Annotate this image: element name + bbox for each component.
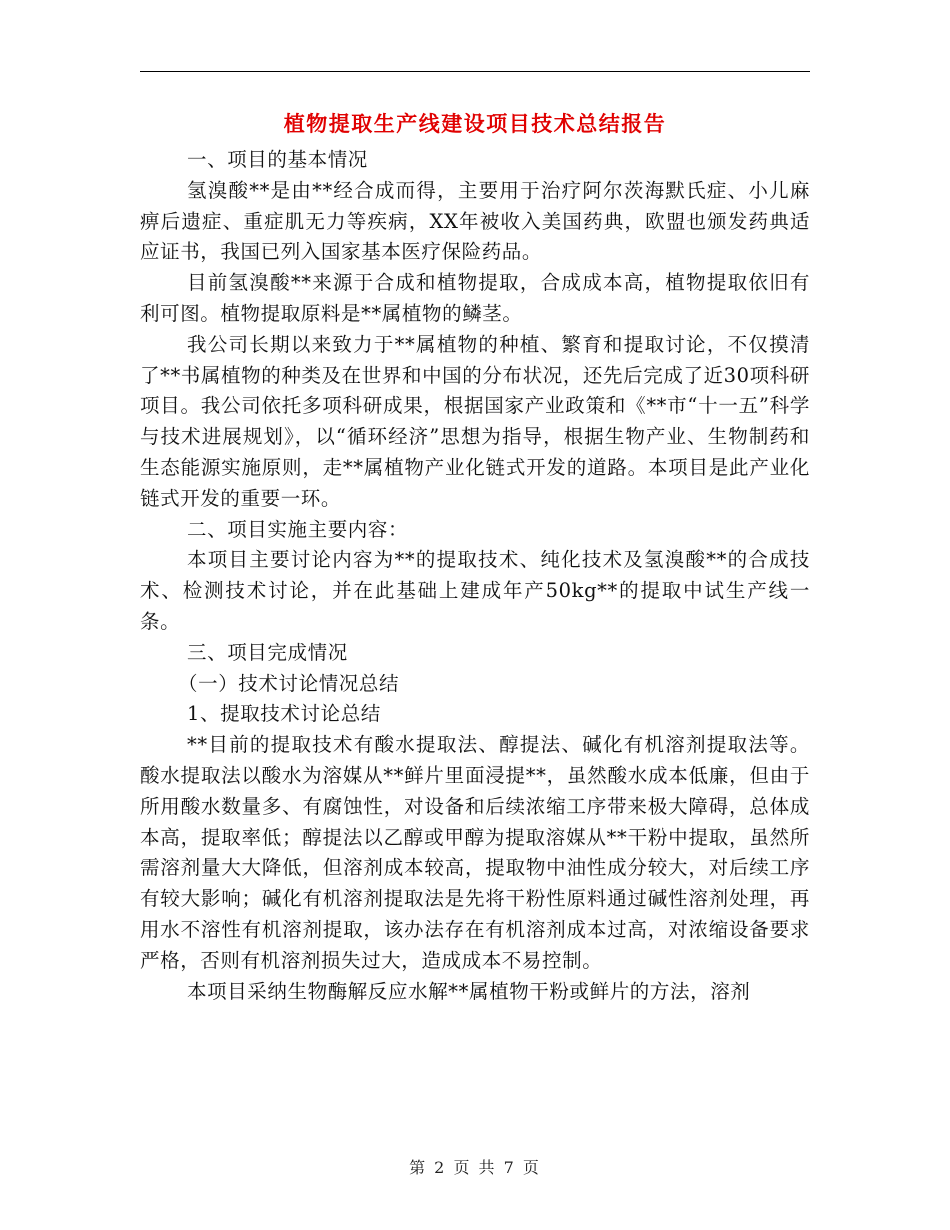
page-footer: 第 2 页 共 7 页 [409,1158,541,1177]
document-title: 植物提取生产线建设项目技术总结报告 [283,112,667,136]
section-heading-3: 三、项目完成情况 [187,640,348,664]
subsection-heading: （一）技术讨论情况总结 [178,671,400,695]
header-rule [140,71,810,72]
paragraph: **目前的提取技术有酸水提取法、醇提法、碱化有机溶剂提取法等。酸水提取法以酸水为溶媒从**鲜片里面浸提**，虽然酸水成本低廉，但由于所用酸水数量多、有腐蚀性，对设备和后续浓缩工序带来极大障碍，总体成本高，提取率低；醇提法以乙醇或甲醇为提取溶媒从**干粉中提取，虽然所需溶剂量大大降低，但溶剂成本较高，提取物中油性成分较大，对后续工序有较大影响；碱化有机溶剂提取法是先将干粉性原料通过碱性溶剂处理，再用水不溶性有机溶剂提取，该办法存在有机溶剂成本过高，对浓缩设备要求严格，否则有机溶剂损失过大，造成成本不易控制。 [140,733,810,972]
document-body [140,145,810,1007]
paragraph: 本项目采纳生物酶解反应水解**属植物干粉或鲜片的方法，溶剂 [187,979,751,1003]
item-heading: 1、提取技术讨论总结 [187,702,381,726]
paragraph: 目前氢溴酸**来源于合成和植物提取，合成成本高，植物提取依旧有利可图。植物提取原料是**属植物的鳞茎。 [140,271,810,325]
paragraph: 我公司长期以来致力于**属植物的种植、繁育和提取讨论，不仅摸清了**书属植物的种类及在世界和中国的分布状况，还先后完成了近30项科研项目。我公司依托多项科研成果，根据国家产业政策和《**市“十一五”科学与技术进展规划》，以“循环经济”思想为指导，根据生物产业、生物制药和生态能源实施原则，走**属植物产业化链式开发的道路。本项目是此产业化链式开发的重要一环。 [140,332,810,510]
paragraph: 本项目主要讨论内容为**的提取技术、纯化技术及氢溴酸**的合成技术、检测技术讨论，并在此基础上建成年产50kg**的提取中试生产线一条。 [140,548,810,633]
section-heading-2: 二、项目实施主要内容： [187,517,409,541]
section-heading-1: 一、项目的基本情况 [187,148,368,171]
paragraph: 氢溴酸**是由**经合成而得，主要用于治疗阿尔茨海默氏症、小儿麻痹后遗症、重症肌无力等疾病，XX年被收入美国药典，欧盟也颁发药典适应证书，我国已列入国家基本医疗保险药品。 [140,178,810,264]
